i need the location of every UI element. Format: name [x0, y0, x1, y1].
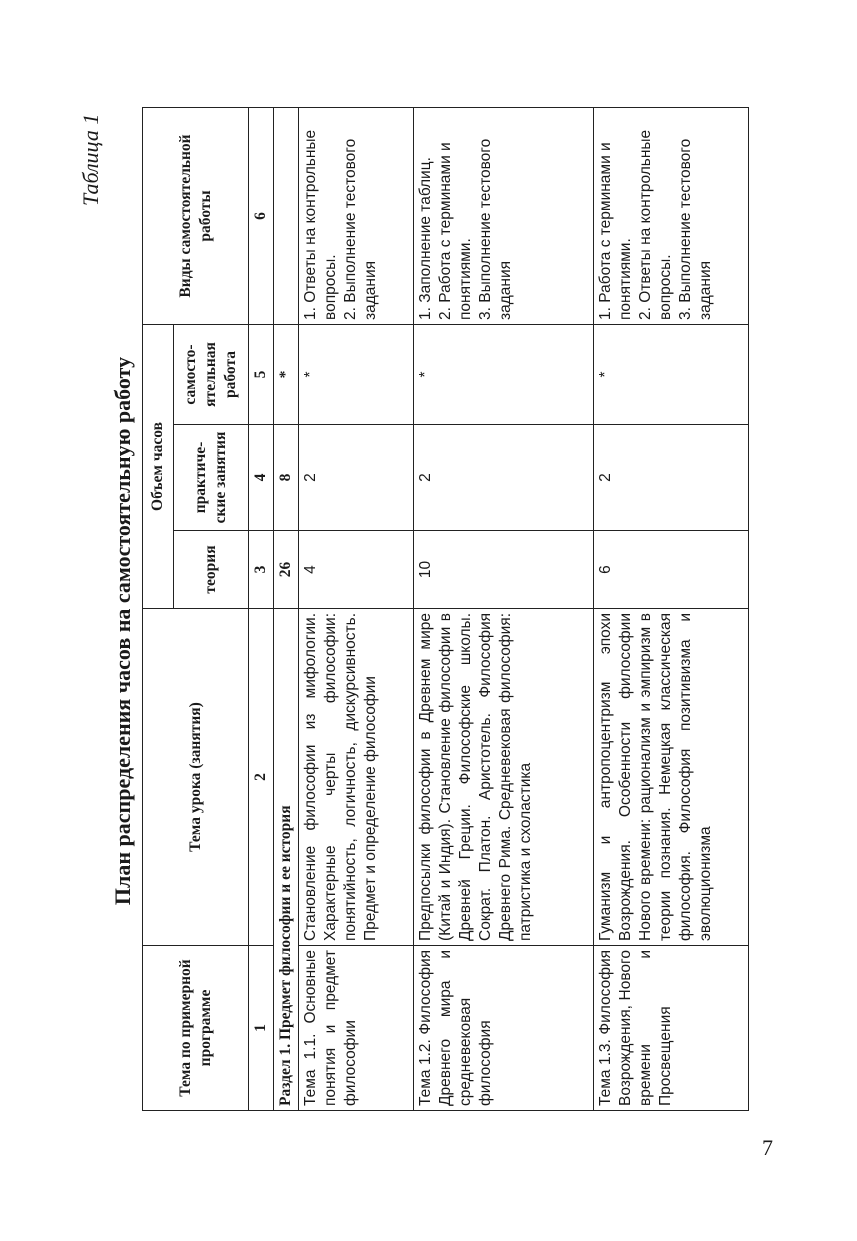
- practice-hours: 2: [299, 425, 414, 531]
- work-type-item: 3. Выполнение тестового задания: [677, 138, 714, 320]
- header-theory: теория: [174, 531, 249, 609]
- section-row: [274, 107, 299, 1110]
- header-volume: Объем часов: [143, 324, 174, 608]
- column-number: 2: [249, 609, 274, 946]
- section-practice: 8: [274, 425, 299, 531]
- theory-hours: 6: [594, 531, 749, 609]
- column-number: 4: [249, 425, 274, 531]
- section-theory: 26: [274, 531, 299, 609]
- program-topic: Тема 1.3. Философия Возрождения, Нового времени и Просвещения: [594, 946, 749, 1111]
- column-number-row: [249, 107, 274, 1110]
- section-self: *: [274, 324, 299, 424]
- lesson-topic: Гуманизм и антропоцентризм эпохи Возрождения. Особенности философии Нового времени: рационализм и эмпиризм в теории познания. Немецкая классическая философия. Философия позитивизма и эволюционизма: [594, 609, 749, 946]
- table-title: План распределения часов на самостоятельную работу: [110, 356, 135, 906]
- self-hours: *: [299, 324, 414, 424]
- table-row: [414, 107, 594, 1110]
- table-row: [594, 107, 749, 1110]
- header-selfwork: самосто-ятельная работа: [174, 324, 249, 424]
- section-empty-cell: [274, 107, 299, 324]
- work-types: [594, 107, 749, 324]
- column-number: 6: [249, 107, 274, 324]
- work-type-item: 1. Ответы на контрольные вопросы.: [302, 129, 339, 320]
- hours-table: [142, 107, 749, 1111]
- theory-hours: 10: [414, 531, 594, 609]
- work-type-item: 2. Ответы на контрольные вопросы.: [637, 129, 674, 320]
- practice-hours: 2: [414, 425, 594, 531]
- section-title: Раздел 1. Предмет философии и ее история: [274, 609, 299, 1111]
- header-work-types: Виды самостоятельной работы: [143, 107, 249, 324]
- program-topic: Тема 1.2. Философия Древнего мира и средневековая философия: [414, 946, 594, 1111]
- page-number: 7: [762, 1135, 773, 1160]
- header-lesson-topic: Тема урока (занятия): [143, 609, 249, 946]
- work-type-item: 2. Работа с терминами и понятиями.: [437, 142, 474, 320]
- table-label: Таблица 1: [78, 113, 103, 206]
- practice-hours: 2: [594, 425, 749, 531]
- work-type-item: 1. Работа с терминами и понятиями.: [597, 142, 634, 320]
- self-hours: *: [594, 324, 749, 424]
- header-practice: практиче-ские занятия: [174, 425, 249, 531]
- work-types: [414, 107, 594, 324]
- work-type-item: 2. Выполнение тестового задания: [342, 138, 379, 320]
- lesson-topic: Становление философии из мифологии. Характерные черты философии: понятийность, логичность, дискурсивность. Предмет и определение философии: [299, 609, 414, 946]
- lesson-topic: Предпосылки философии в Древнем мире (Китай и Индия). Становление философии в Древней Греции. Философские школы. Сократ. Платон. Аристотель. Философия Древнего Рима. Средневековая философия: патристика и схоластика: [414, 609, 594, 946]
- work-types: [299, 107, 414, 324]
- work-type-item: 1. Заполнение таблиц.: [417, 157, 434, 320]
- table-row: [299, 107, 414, 1110]
- column-number: 1: [249, 946, 274, 1111]
- work-type-item: 3. Выполнение тестового задания: [477, 138, 514, 320]
- header-program-topic: Тема по примерной программе: [143, 946, 249, 1111]
- self-hours: *: [414, 324, 594, 424]
- column-number: 5: [249, 324, 274, 424]
- column-number: 3: [249, 531, 274, 609]
- program-topic: Тема 1.1. Основные понятия и предмет философии: [299, 946, 414, 1111]
- header-row: [143, 107, 174, 1110]
- theory-hours: 4: [299, 531, 414, 609]
